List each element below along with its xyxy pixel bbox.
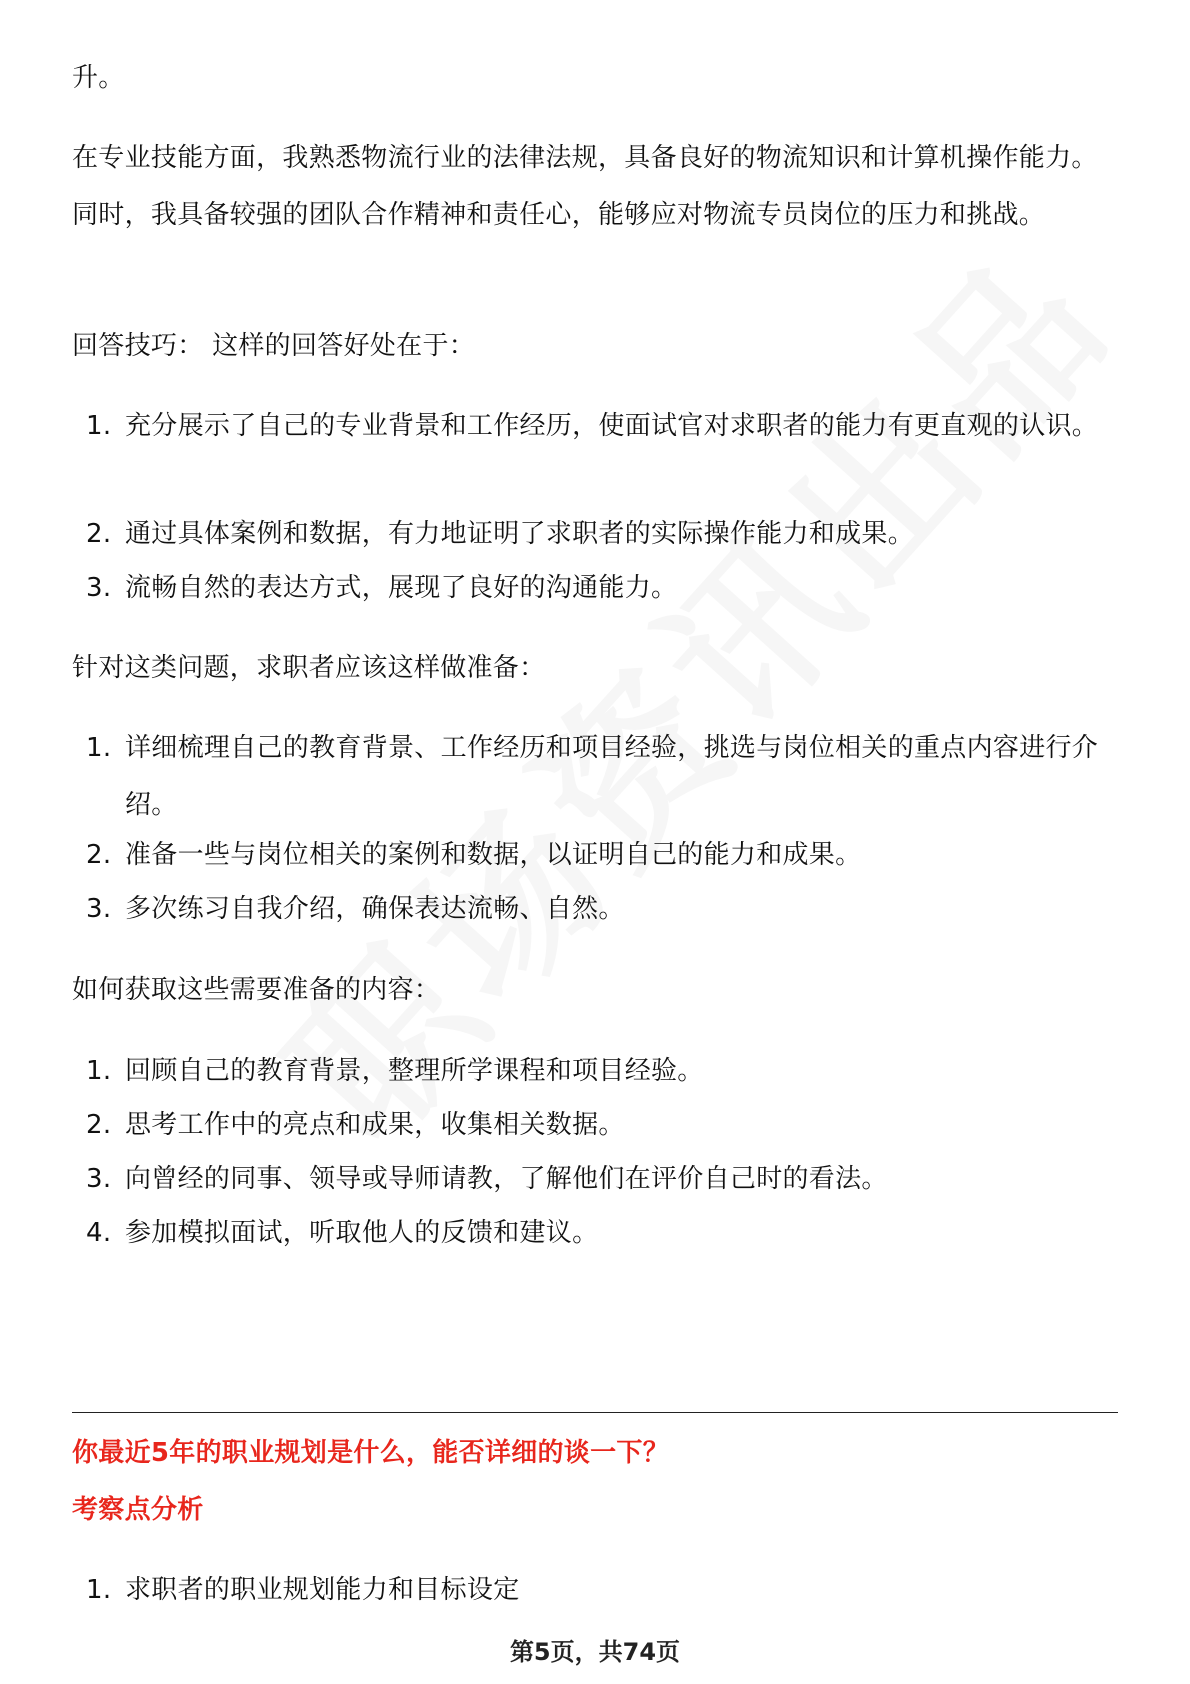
paragraph-answer-tips: 回答技巧： 这样的回答好处在于： — [72, 331, 476, 361]
list-item — [72, 1097, 1117, 1154]
list-number: 2. — [86, 519, 112, 549]
list-text: 回顾自己的教育背景，整理所学课程和项目经验。 — [125, 1056, 704, 1086]
list-number: 1. — [86, 411, 112, 441]
list-item — [72, 827, 1117, 884]
list-number: 3. — [86, 894, 112, 924]
page-number-footer: 第5页，共74页 — [509, 1638, 681, 1666]
list-text: 流畅自然的表达方式，展现了良好的沟通能力。 — [125, 573, 678, 603]
list-item — [72, 560, 1117, 617]
paragraph-continuation: 升。 — [72, 63, 125, 93]
list-text: 求职者的职业规划能力和目标设定 — [125, 1575, 520, 1605]
list-text: 参加模拟面试，听取他人的反馈和建议。 — [125, 1218, 599, 1248]
list-number: 3. — [86, 573, 112, 603]
list-item — [72, 720, 1117, 834]
list-number: 2. — [86, 1110, 112, 1140]
question-title: 你最近5年的职业规划是什么，能否详细的谈一下？ — [72, 1438, 669, 1468]
list-item — [72, 398, 1117, 455]
list-item — [72, 506, 1117, 563]
list-item — [72, 1043, 1117, 1100]
list-text: 准备一些与岗位相关的案例和数据，以证明自己的能力和成果。 — [125, 840, 862, 870]
list-item — [72, 1562, 1117, 1619]
paragraph-professional-skills: 在专业技能方面，我熟悉物流行业的法律法规，具备良好的物流知识和计算机操作能力。同时，我具备较强的团队合作精神和责任心，能够应对物流专员岗位的压力和挑战。 — [72, 143, 1098, 230]
list-number: 4. — [86, 1218, 112, 1248]
list-text: 充分展示了自己的专业背景和工作经历，使面试官对求职者的能力有更直观的认识。 — [125, 411, 1099, 441]
list-item — [72, 1205, 1117, 1262]
list-number: 1. — [86, 1575, 112, 1605]
list-text: 详细梳理自己的教育背景、工作经历和项目经验，挑选与岗位相关的重点内容进行介绍。 — [125, 733, 1099, 820]
list-item — [72, 1151, 1117, 1208]
list-text: 通过具体案例和数据，有力地证明了求职者的实际操作能力和成果。 — [125, 519, 915, 549]
analysis-heading: 考察点分析 — [72, 1495, 204, 1525]
list-number: 1. — [86, 1056, 112, 1086]
list-item — [72, 881, 1117, 938]
paragraph-sources-intro: 如何获取这些需要准备的内容： — [72, 975, 441, 1005]
paragraph-preparation-intro: 针对这类问题，求职者应该这样做准备： — [72, 653, 546, 683]
list-text: 向曾经的同事、领导或导师请教，了解他们在评价自己时的看法。 — [125, 1164, 888, 1194]
list-number: 1. — [86, 733, 112, 763]
list-text: 多次练习自我介绍，确保表达流畅、自然。 — [125, 894, 625, 924]
list-number: 3. — [86, 1164, 112, 1194]
list-text: 思考工作中的亮点和成果，收集相关数据。 — [125, 1110, 625, 1140]
section-divider — [72, 1412, 1118, 1413]
list-number: 2. — [86, 840, 112, 870]
